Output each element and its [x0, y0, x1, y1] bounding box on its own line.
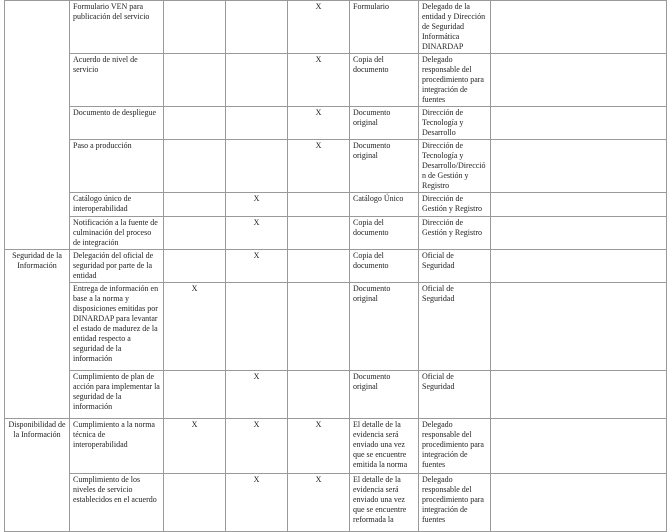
table-row	[5, 250, 667, 283]
evidence-cell: Copia del documento	[350, 250, 419, 283]
evidence-cell: Documento original	[350, 283, 419, 371]
activity-cell: Catálogo único de interoperabilidad	[70, 193, 164, 217]
mark-cell	[288, 250, 350, 283]
responsible-cell: Oficial de Seguridad	[419, 371, 491, 419]
responsible-cell: Dirección de Gestión y Registro	[419, 217, 491, 250]
table-row	[5, 107, 667, 140]
mark-cell: X	[288, 1, 350, 54]
mark-cell	[164, 217, 226, 250]
evidence-cell: El detalle de la evidencia será enviado una vez que se encuentre reformada la	[350, 474, 419, 532]
mark-cell	[288, 217, 350, 250]
evidence-cell: Documento original	[350, 107, 419, 140]
empty-cell	[491, 371, 667, 419]
mark-cell	[164, 140, 226, 193]
activity-cell: Formulario VEN para publicación del servicio	[70, 1, 164, 54]
empty-cell	[491, 217, 667, 250]
activity-cell: Paso a producción	[70, 140, 164, 193]
category-cell: Disponibilidad de la Información	[5, 419, 70, 532]
mark-cell	[164, 474, 226, 532]
evidence-cell: Copia del documento	[350, 54, 419, 107]
requirements-table	[4, 0, 667, 532]
mark-cell: X	[226, 474, 288, 532]
mark-cell: X	[226, 193, 288, 217]
activity-cell: Cumplimiento a la norma técnica de interoperabilidad	[70, 419, 164, 474]
responsible-cell: Oficial de Seguridad	[419, 250, 491, 283]
mark-cell	[288, 283, 350, 371]
responsible-cell: Dirección de Gestión y Registro	[419, 193, 491, 217]
table-row	[5, 1, 667, 54]
mark-cell	[226, 54, 288, 107]
mark-cell: X	[288, 54, 350, 107]
mark-cell	[226, 283, 288, 371]
empty-cell	[491, 140, 667, 193]
mark-cell: X	[288, 419, 350, 474]
mark-cell	[288, 193, 350, 217]
table-row	[5, 474, 667, 532]
evidence-cell: Documento original	[350, 140, 419, 193]
empty-cell	[491, 1, 667, 54]
mark-cell	[164, 54, 226, 107]
empty-cell	[491, 54, 667, 107]
empty-cell	[491, 419, 667, 474]
activity-cell: Notificación a la fuente de culminación del proceso de integración	[70, 217, 164, 250]
category-cell: Seguridad de la Información	[5, 250, 70, 419]
mark-cell	[226, 1, 288, 54]
mark-cell	[164, 250, 226, 283]
empty-cell	[491, 283, 667, 371]
mark-cell: X	[226, 371, 288, 419]
mark-cell: X	[226, 217, 288, 250]
activity-cell: Documento de despliegue	[70, 107, 164, 140]
table-row	[5, 217, 667, 250]
category-cell	[5, 1, 70, 250]
mark-cell: X	[164, 283, 226, 371]
responsible-cell: Dirección de Tecnología y Desarrollo/Dirección de Gestión y Registro	[419, 140, 491, 193]
activity-cell: Cumplimiento de los niveles de servicio establecidos en el acuerdo	[70, 474, 164, 532]
mark-cell: X	[164, 419, 226, 474]
mark-cell	[164, 1, 226, 54]
mark-cell	[164, 107, 226, 140]
activity-cell: Acuerdo de nivel de servicio	[70, 54, 164, 107]
empty-cell	[491, 107, 667, 140]
mark-cell	[226, 107, 288, 140]
evidence-cell: Copia del documento	[350, 217, 419, 250]
empty-cell	[491, 474, 667, 532]
empty-cell	[491, 193, 667, 217]
evidence-cell: Formulario	[350, 1, 419, 54]
mark-cell	[288, 371, 350, 419]
table-row	[5, 54, 667, 107]
table-row	[5, 419, 667, 474]
mark-cell	[226, 140, 288, 193]
evidence-cell: Documento original	[350, 371, 419, 419]
responsible-cell: Delegado de la entidad y Dirección de Seguridad Informática DINARDAP	[419, 1, 491, 54]
mark-cell	[164, 193, 226, 217]
mark-cell: X	[288, 107, 350, 140]
table-row	[5, 140, 667, 193]
evidence-cell: El detalle de la evidencia será enviado una vez que se encuentre emitida la norma	[350, 419, 419, 474]
mark-cell	[164, 371, 226, 419]
table-row	[5, 283, 667, 371]
responsible-cell: Oficial de Seguridad	[419, 283, 491, 371]
responsible-cell: Dirección de Tecnología y Desarrollo	[419, 107, 491, 140]
mark-cell: X	[226, 419, 288, 474]
evidence-cell: Catálogo Único	[350, 193, 419, 217]
empty-cell	[491, 250, 667, 283]
activity-cell: Delegación del oficial de seguridad por parte de la entidad	[70, 250, 164, 283]
mark-cell: X	[288, 474, 350, 532]
responsible-cell: Delegado responsable del procedimiento para integración de fuentes	[419, 419, 491, 474]
responsible-cell: Delegado responsable del procedimiento para integración de fuentes	[419, 54, 491, 107]
mark-cell: X	[226, 250, 288, 283]
table-row	[5, 371, 667, 419]
mark-cell: X	[288, 140, 350, 193]
table-row	[5, 193, 667, 217]
activity-cell: Entrega de información en base a la norma y disposiciones emitidas por DINARDAP para levantar el estado de madurez de la entidad respecto a seguridad de la información	[70, 283, 164, 371]
responsible-cell: Delegado responsable del procedimiento para integración de fuentes	[419, 474, 491, 532]
activity-cell: Cumplimiento de plan de acción para implementar la seguridad de la información	[70, 371, 164, 419]
